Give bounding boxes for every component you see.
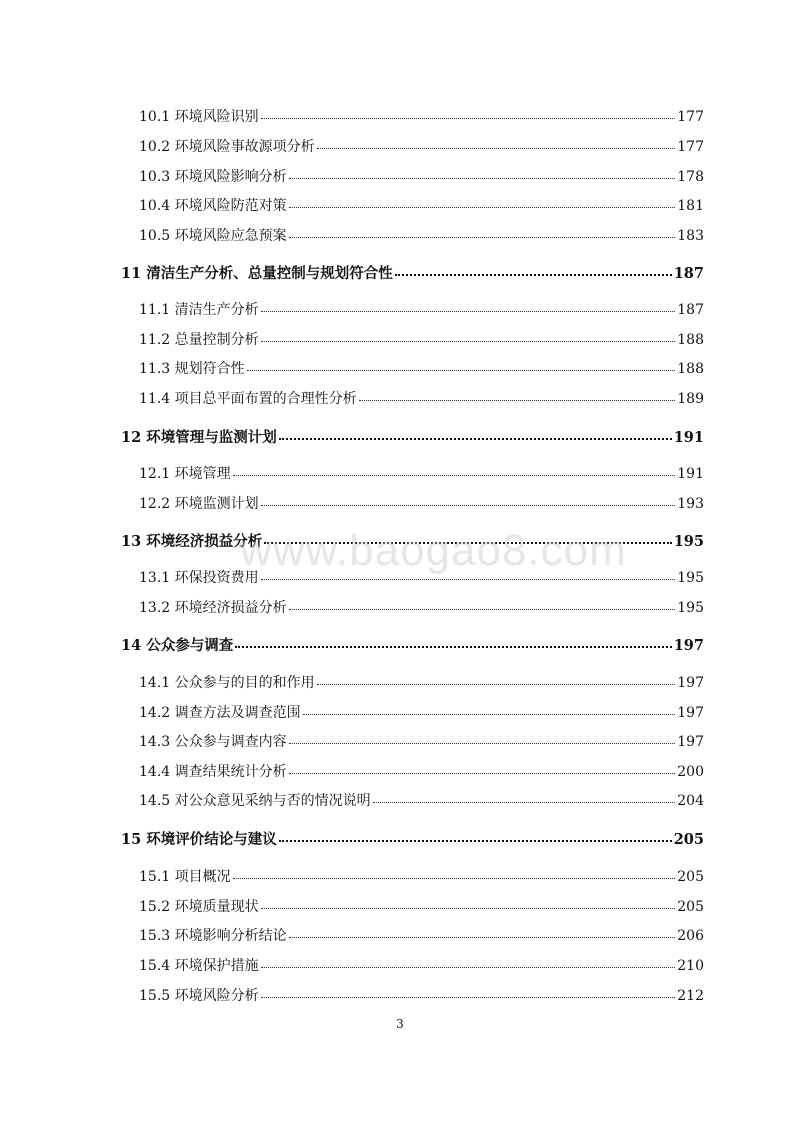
leader-dots bbox=[247, 369, 676, 371]
toc-entry-label: 15.4 环境保护措施 bbox=[139, 958, 259, 974]
toc-entry-page: 205 bbox=[673, 831, 704, 848]
toc-entry-label: 14.2 调查方法及调查范围 bbox=[139, 705, 301, 721]
toc-entry-page: 210 bbox=[677, 958, 704, 974]
toc-entry[interactable] bbox=[139, 329, 704, 349]
toc-entry-label: 15.1 项目概况 bbox=[139, 869, 231, 885]
leader-dots bbox=[289, 236, 676, 238]
leader-dots bbox=[289, 742, 676, 744]
toc-entry[interactable] bbox=[139, 790, 704, 810]
toc-entry-label: 14.1 公众参与的目的和作用 bbox=[139, 675, 315, 691]
toc-entry-page: 195 bbox=[673, 533, 704, 550]
toc-chapter-entry[interactable] bbox=[121, 634, 704, 655]
leader-dots bbox=[289, 608, 676, 610]
toc-entry-label: 14.3 公众参与调查内容 bbox=[139, 734, 287, 750]
leader-dots bbox=[317, 683, 676, 685]
toc-chapter-entry[interactable] bbox=[121, 828, 704, 849]
leader-dots bbox=[261, 907, 676, 909]
toc-entry[interactable] bbox=[139, 761, 704, 781]
toc-entry[interactable] bbox=[139, 925, 704, 945]
toc-entry-label: 11.3 规划符合性 bbox=[139, 361, 245, 377]
toc-entry[interactable] bbox=[139, 702, 704, 722]
toc-entry-page: 193 bbox=[677, 496, 704, 512]
leader-dots bbox=[279, 839, 672, 842]
toc-entry-page: 181 bbox=[677, 198, 704, 214]
toc-entry-label: 10.3 环境风险影响分析 bbox=[139, 169, 287, 185]
leader-dots bbox=[373, 801, 676, 803]
toc-entry[interactable] bbox=[139, 672, 704, 692]
toc-entry[interactable] bbox=[139, 493, 704, 513]
toc-entry[interactable] bbox=[139, 866, 704, 886]
toc-entry[interactable] bbox=[139, 136, 704, 156]
toc-entry[interactable] bbox=[139, 388, 704, 408]
toc-entry-label: 12 环境管理与监测计划 bbox=[121, 429, 277, 446]
toc-entry-label: 14.4 调查结果统计分析 bbox=[139, 764, 287, 780]
leader-dots bbox=[395, 273, 672, 276]
toc-entry-label: 11.2 总量控制分析 bbox=[139, 332, 259, 348]
toc-entry[interactable] bbox=[139, 567, 704, 587]
toc-entry[interactable] bbox=[139, 955, 704, 975]
leader-dots bbox=[233, 877, 676, 879]
toc-entry[interactable] bbox=[139, 896, 704, 916]
watermark: www.baogao8.com bbox=[240, 526, 627, 575]
leader-dots bbox=[261, 117, 676, 119]
toc-entry-label: 13.2 环境经济损益分析 bbox=[139, 600, 287, 616]
toc-entry-page: 187 bbox=[677, 302, 704, 318]
leader-dots bbox=[233, 474, 676, 476]
toc-entry-page: 178 bbox=[677, 169, 704, 185]
toc-entry-page: 195 bbox=[677, 570, 704, 586]
toc-entry-page: 212 bbox=[677, 988, 704, 1004]
toc-entry-page: 187 bbox=[673, 265, 704, 282]
toc-entry[interactable] bbox=[139, 166, 704, 186]
leader-dots bbox=[261, 310, 676, 312]
toc-entry[interactable] bbox=[139, 731, 704, 751]
toc-entry-label: 13.1 环保投资费用 bbox=[139, 570, 259, 586]
toc-entry-label: 12.1 环境管理 bbox=[139, 466, 231, 482]
toc-entry-page: 183 bbox=[677, 228, 704, 244]
toc-entry-label: 12.2 环境监测计划 bbox=[139, 496, 259, 512]
toc-entry-label: 11.1 清洁生产分析 bbox=[139, 302, 259, 318]
toc-entry-page: 204 bbox=[677, 793, 704, 809]
leader-dots bbox=[235, 645, 671, 648]
toc-entry[interactable] bbox=[139, 299, 704, 319]
toc-chapter-entry[interactable] bbox=[121, 530, 704, 551]
leader-dots bbox=[279, 437, 672, 440]
leader-dots bbox=[289, 206, 676, 208]
toc-chapter-entry[interactable] bbox=[121, 262, 704, 283]
leader-dots bbox=[261, 340, 676, 342]
leader-dots bbox=[261, 578, 676, 580]
leader-dots bbox=[289, 177, 676, 179]
toc-entry-label: 15.2 环境质量现状 bbox=[139, 899, 259, 915]
toc-entry-page: 200 bbox=[677, 764, 704, 780]
toc-entry-page: 191 bbox=[673, 429, 704, 446]
leader-dots bbox=[289, 772, 676, 774]
toc-entry-label: 10.2 环境风险事故源项分析 bbox=[139, 139, 315, 155]
leader-dots bbox=[289, 936, 676, 938]
toc-entry-page: 188 bbox=[677, 332, 704, 348]
toc-entry-page: 197 bbox=[677, 675, 704, 691]
toc-entry-label: 14.5 对公众意见采纳与否的情况说明 bbox=[139, 793, 371, 809]
toc-entry-label: 13 环境经济损益分析 bbox=[121, 533, 263, 550]
toc-entry-page: 197 bbox=[677, 734, 704, 750]
toc-entry-page: 177 bbox=[677, 139, 704, 155]
toc-entry-page: 205 bbox=[677, 869, 704, 885]
toc-entry-page: 195 bbox=[677, 600, 704, 616]
toc-entry-label: 14 公众参与调查 bbox=[121, 637, 234, 654]
page-number: 3 bbox=[396, 1017, 404, 1031]
toc-entry-label: 10.5 环境风险应急预案 bbox=[139, 228, 287, 244]
toc-entry-label: 15 环境评价结论与建议 bbox=[121, 831, 277, 848]
toc-entry-label: 15.3 环境影响分析结论 bbox=[139, 928, 287, 944]
toc-entry[interactable] bbox=[139, 195, 704, 215]
toc-entry-label: 11 清洁生产分析、总量控制与规划符合性 bbox=[121, 265, 393, 282]
leader-dots bbox=[303, 713, 676, 715]
toc-entry-page: 189 bbox=[677, 391, 704, 407]
leader-dots bbox=[359, 399, 676, 401]
leader-dots bbox=[317, 147, 676, 149]
toc-entry-label: 10.1 环境风险识别 bbox=[139, 109, 259, 125]
toc-entry-page: 188 bbox=[677, 361, 704, 377]
toc-entry[interactable] bbox=[139, 985, 704, 1005]
toc-entry[interactable] bbox=[139, 597, 704, 617]
leader-dots bbox=[261, 504, 676, 506]
toc-entry-label: 11.4 项目总平面布置的合理性分析 bbox=[139, 391, 357, 407]
toc-entry-page: 197 bbox=[677, 705, 704, 721]
leader-dots bbox=[261, 996, 676, 998]
toc-entry-label: 15.5 环境风险分析 bbox=[139, 988, 259, 1004]
toc-entry-page: 205 bbox=[677, 899, 704, 915]
toc-entry-page: 191 bbox=[677, 466, 704, 482]
leader-dots bbox=[261, 966, 676, 968]
leader-dots bbox=[264, 541, 671, 544]
toc-entry[interactable] bbox=[139, 225, 704, 245]
toc-entry-label: 10.4 环境风险防范对策 bbox=[139, 198, 287, 214]
toc-entry-page: 197 bbox=[673, 637, 704, 654]
toc-entry[interactable] bbox=[139, 106, 704, 126]
toc-chapter-entry[interactable] bbox=[121, 426, 704, 447]
toc-entry[interactable] bbox=[139, 358, 704, 378]
toc-entry-page: 206 bbox=[677, 928, 704, 944]
toc-entry-page: 177 bbox=[677, 109, 704, 125]
toc-entry[interactable] bbox=[139, 463, 704, 483]
